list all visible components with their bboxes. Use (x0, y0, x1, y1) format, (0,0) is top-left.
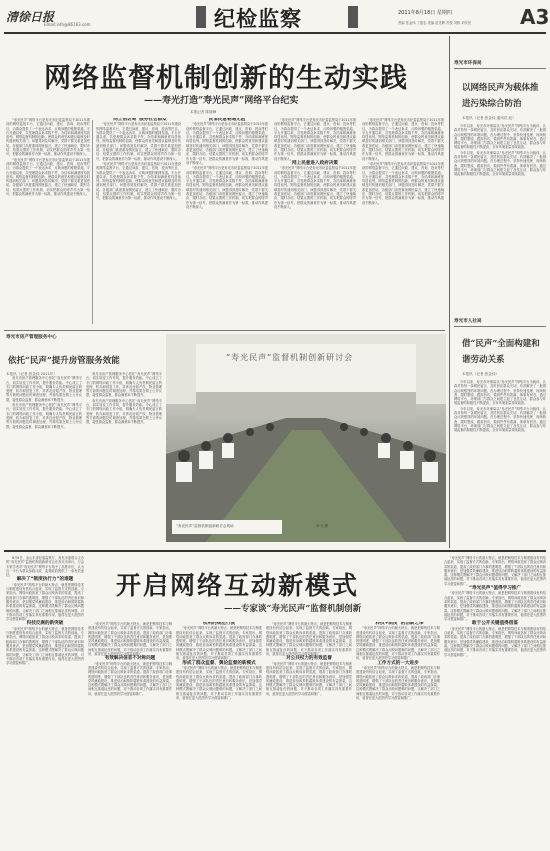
masthead-email: Email:info@86163.com (44, 22, 91, 27)
bottom-article-paragraph: “寿光民声”网络平台的最大特点，就是把网络技术与制度建设有机结合起来，实现了监督方式的创新。专家指出，网络问政拓宽了群众反映诉求的渠道，提高了政府部门办事的透明度，增强了干部队伍的责任意识和服务意识，是加强党风廉政建设、推进惩治和预防腐败体系建设的有益探索。这种模式既解决了群众反映问题难的问题，又解决了部门之间相互推诿扯皮的问题，对于推动各项工作落实具有重要作用，值得在更大范围内学习借鉴和推广。 (176, 626, 262, 661)
bottom-article-paragraph: “寿光民声”网络平台的最大特点，就是把网络技术与制度建设有机结合起来，实现了监督方式的创新。专家指出，网络问政拓宽了群众反映诉求的渠道，提高了政府部门办事的透明度，增强了干部队伍的责任意识和服务意识，是加强党风廉政建设、推进惩治和预防腐败体系建设的有益探索。这种模式既解决了群众反映问题难的问题，又解决了部门之间相互推诿扯皮的问题，对于推动各项工作落实具有重要作用，值得在更大范围内学习借鉴和推广。 (444, 626, 546, 657)
column-divider (92, 120, 93, 324)
issue-date: 2011年8月18日 星期四 (398, 10, 452, 16)
section-heading: “寿光民声”值得学习推广 (469, 586, 521, 592)
top-article-column-5 (362, 118, 444, 326)
conference-photo (166, 334, 446, 542)
top-article-paragraph: “寿光民声”网络平台是寿光市纪委监察局于2011年建设的网络监督平台，它通过问政、建议、咨询、投诉等栏目，为群众提供了一个表达诉求、反映问题的便捷渠道。平台开通以来，共受理群众诉求数千件，办结率和满意度均居前列。网络监督机制的创新，使群众的意见和建议能够及时传递到相关部门，问题得到及时解决，党群干群关系更加密切。各级部门高度重视网民留言，建立了快速响应、限时办结、结果反馈的工作机制，切实把群众的呼声作为第一信号，把群众的满意作为第一标准，推动作风建设不断深入。 (96, 122, 181, 161)
right-article-paragraph: 今年以来，寿光市环保局以“寿光民声”网络平台为载体，认真对待每一条网民留言，及时回应群众关切，有效解决了一批群众反映强烈的环境问题。在办理过程中，坚持快速受理、现场核查、限时整改、跟踪回访，做到件件有着落、事事有回音。通过网络平台，环保部门与群众之间建立起了良性互动，群众参与环境监督的积极性不断提高，全市环境质量持续改善。 (454, 124, 546, 150)
right-label-rule (454, 68, 546, 69)
section-heading: 工作方式的一大进步 (377, 660, 419, 666)
bottom-article-paragraph: “寿光民声”网络平台的最大特点，就是把网络技术与制度建设有机结合起来，实现了监督方式的创新。专家指出，网络问政拓宽了群众反映诉求的渠道，提高了政府部门办事的透明度，增强了干部队伍的责任意识和服务意识，是加强党风廉政建设、推进惩治和预防腐败体系建设的有益探索。这种模式既解决了群众反映问题难的问题，又解决了部门之间相互推诿扯皮的问题，对于推动各项工作落实具有重要作用，值得在更大范围内学习借鉴和推广。 (6, 582, 84, 622)
section-title-decor-right (348, 6, 358, 28)
section-heading: “科技+制度”的创新之举 (372, 622, 424, 626)
right-article-paragraph: 今年以来，寿光市环保局以“寿光民声”网络平台为载体，认真对待每一条网民留言，及时回应群众关切，有效解决了一批群众反映强烈的环境问题。在办理过程中，坚持快速受理、现场核查、限时整改、跟踪回访，做到件件有着落、事事有回音。通过网络平台，环保部门与群众之间建立起了良性互动，群众参与环境监督的积极性不断提高，全市环境质量持续改善。 (454, 406, 546, 433)
left-article-paragraph: 寿光市房产管理服务中心依托“寿光民声”网络平台，切实转变工作作风，提升服务效能。中心成立了专门的网络问政工作小组，明确专人负责网民留言的受理、转办和回复工作，对涉及房屋产权、物业管理等方面的问题及时调查处理，并将结果在网上公开反馈，接受群众监督，群众满意率不断提升。 (86, 372, 162, 398)
bottom-article-column-2 (176, 622, 262, 846)
conference-photo-illustration (166, 334, 446, 542)
right-byline-hr: 本报讯（记者 张金伟） (462, 372, 500, 376)
right-headline-environment: 以网络民声为载体推进污染综合防治 (462, 83, 539, 109)
right-byline-environment: 本报讯（记者 张金伟 通讯员 赵） (462, 116, 516, 120)
right-label-environment: 寿光市环保局 (454, 61, 482, 66)
top-article-paragraph: “寿光民声”网络平台是寿光市纪委监察局于2011年建设的网络监督平台，它通过问政、建议、咨询、投诉等栏目，为群众提供了一个表达诉求、反映问题的便捷渠道。平台开通以来，共受理群众诉求数千件，办结率和满意度均居前列。网络监督机制的创新，使群众的意见和建议能够及时传递到相关部门，问题得到及时解决，党群干群关系更加密切。各级部门高度重视网民留言，建立了快速响应、限时办结、结果反馈的工作机制，切实把群众的呼声作为第一信号，把群众的满意作为第一标准，推动作风建设不断深入。 (186, 122, 268, 165)
top-article-paragraph: “寿光民声”网络平台是寿光市纪委监察局于2011年建设的网络监督平台，它通过问政、建议、咨询、投诉等栏目，为群众提供了一个表达诉求、反映问题的便捷渠道。平台开通以来，共受理群众诉求数千件，办结率和满意度均居前列。网络监督机制的创新，使群众的意见和建议能够及时传递到相关部门，问题得到及时解决，党群干群关系更加密切。各级部门高度重视网民留言，建立了快速响应、限时办结、结果反馈的工作机制，切实把群众的呼声作为第一信号，把群众的满意作为第一标准，推动作风建设不断深入。 (186, 166, 268, 209)
bottom-article-paragraph: “寿光民声”网络平台的最大特点，就是把网络技术与制度建设有机结合起来，实现了监督方式的创新。专家指出，网络问政拓宽了群众反映诉求的渠道，提高了政府部门办事的透明度，增强了干部队伍的责任意识和服务意识，是加强党风廉政建设、推进惩治和预防腐败体系建设的有益探索。这种模式既解决了群众反映问题难的问题，又解决了部门之间相互推诿扯皮的问题，对于推动各项工作落实具有重要作用，值得在更大范围内学习借鉴和推广。 (88, 661, 172, 696)
photo-credit: 李飞 摄 (316, 524, 328, 528)
top-article-paragraph: “寿光民声”网络平台是寿光市纪委监察局于2011年建设的网络监督平台，它通过问政、建议、咨询、投诉等栏目，为群众提供了一个表达诉求、反映问题的便捷渠道。平台开通以来，共受理群众诉求数千件，办结率和满意度均居前列。网络监督机制的创新，使群众的意见和建议能够及时传递到相关部门，问题得到及时解决，党群干群关系更加密切。各级部门高度重视网民留言，建立了快速响应、限时办结、结果反馈的工作机制，切实把群众的呼声作为第一信号，把群众的满意作为第一标准，推动作风建设不断深入。 (96, 161, 181, 201)
bottom-article-column-5 (444, 556, 546, 846)
top-article-headline: 网络监督机制创新的生动实践 (44, 63, 408, 94)
left-headline-housing: 依托“民声”提升房管服务效能 (8, 356, 120, 366)
section-title-decor-left (196, 6, 206, 28)
right-article-paragraph: 今年以来，寿光市环保局以“寿光民声”网络平台为载体，认真对待每一条网民留言，及时回应群众关切，有效解决了一批群众反映强烈的环境问题。在办理过程中，坚持快速受理、现场核查、限时整改、跟踪回访，做到件件有着落、事事有回音。通过网络平台，环保部门与群众之间建立起了良性互动，群众参与环境监督的积极性不断提高，全市环境质量持续改善。 (454, 380, 546, 406)
bottom-section-rule (4, 550, 546, 552)
bottom-article-column-4 (356, 622, 440, 846)
top-article-column-4 (274, 118, 356, 326)
left-article-paragraph: 寿光市房产管理服务中心依托“寿光民声”网络平台，切实转变工作作风，提升服务效能。中心成立了专门的网络问政工作小组，明确专人负责网民留言的受理、转办和回复工作，对涉及房屋产权、物业管理等方面的问题及时调查处理，并将结果在网上公开反馈，接受群众监督，群众满意率不断提升。 (86, 398, 162, 425)
right-label-rule (454, 326, 546, 327)
top-article-column-3 (186, 118, 268, 326)
section-heading: 有效解决信息不对称问题 (104, 656, 156, 662)
left-label-housing: 寿光市房产管理服务中心 (6, 335, 57, 340)
left-article-column-2 (86, 372, 162, 548)
mid-section-rule (4, 330, 445, 331)
section-heading: 民情民意畅通无阻 (208, 118, 246, 122)
right-article-paragraph: 今年以来，寿光市环保局以“寿光民声”网络平台为载体，认真对待每一条网民留言，及时回应群众关切，有效解决了一批群众反映强烈的环境问题。在办理过程中，坚持快速受理、现场核查、限时整改、跟踪回访，做到件件有着落、事事有回音。通过网络平台，环保部门与群众之间建立起了良性互动，群众参与环境监督的积极性不断提高，全市环境质量持续改善。 (454, 150, 546, 177)
bottom-article-column-3 (266, 622, 352, 846)
top-article-subheadline: ——寿光打造“寿光民声”网络平台纪实 (144, 96, 299, 106)
right-column-divider (449, 36, 450, 548)
bottom-article-paragraph: “寿光民声”网络平台的最大特点，就是把网络技术与制度建设有机结合起来，实现了监督方式的创新。专家指出，网络问政拓宽了群众反映诉求的渠道，提高了政府部门办事的透明度，增强了干部队伍的责任意识和服务意识，是加强党风廉政建设、推进惩治和预防腐败体系建设的有益探索。这种模式既解决了群众反映问题难的问题，又解决了部门之间相互推诿扯皮的问题，对于推动各项工作落实具有重要作用，值得在更大范围内学习借鉴和推广。 (6, 626, 84, 666)
top-article-byline: 本报记者 陈晓峰 (190, 110, 217, 114)
bottom-article-paragraph: “寿光民声”网络平台的最大特点，就是把网络技术与制度建设有机结合起来，实现了监督方式的创新。专家指出，网络问政拓宽了群众反映诉求的渠道，提高了政府部门办事的透明度，增强了干部队伍的责任意识和服务意识，是加强党风廉政建设、推进惩治和预防腐败体系建设的有益探索。这种模式既解决了群众反映问题难的问题，又解决了部门之间相互推诿扯皮的问题，对于推动各项工作落实具有重要作用，值得在更大范围内学习借鉴和推广。 (266, 622, 352, 657)
top-article-paragraph: “寿光民声”网络平台是寿光市纪委监察局于2011年建设的网络监督平台，它通过问政、建议、咨询、投诉等栏目，为群众提供了一个表达诉求、反映问题的便捷渠道。平台开通以来，共受理群众诉求数千件，办结率和满意度均居前列。网络监督机制的创新，使群众的意见和建议能够及时传递到相关部门，问题得到及时解决，党群干群关系更加密切。各级部门高度重视网民留言，建立了快速响应、限时办结、结果反馈的工作机制，切实把群众的呼声作为第一信号，把群众的满意作为第一标准，推动作风建设不断深入。 (6, 118, 90, 157)
section-heading: 敢于公开关键值得借鉴 (472, 621, 518, 627)
bottom-article-paragraph: “寿光民声”网络平台的最大特点，就是把网络技术与制度建设有机结合起来，实现了监督方式的创新。专家指出，网络问政拓宽了群众反映诉求的渠道，提高了政府部门办事的透明度，增强了干部队伍的责任意识和服务意识，是加强党风廉政建设、推进惩治和预防腐败体系建设的有益探索。这种模式既解决了群众反映问题难的问题，又解决了部门之间相互推诿扯皮的问题，对于推动各项工作落实具有重要作用，值得在更大范围内学习借鉴和推广。 (356, 665, 440, 701)
bottom-article-paragraph: “寿光民声”网络平台的最大特点，就是把网络技术与制度建设有机结合起来，实现了监督方式的创新。专家指出，网络问政拓宽了群众反映诉求的渠道，提高了政府部门办事的透明度，增强了干部队伍的责任意识和服务意识，是加强党风廉政建设、推进惩治和预防腐败体系建设的有益探索。这种模式既解决了群众反映问题难的问题，又解决了部门之间相互推诿扯皮的问题，对于推动各项工作落实具有重要作用，值得在更大范围内学习借鉴和推广。 (176, 665, 262, 701)
bottom-article-paragraph: “寿光民声”网络平台的最大特点，就是把网络技术与制度建设有机结合起来，实现了监督方式的创新。专家指出，网络问政拓宽了群众反映诉求的渠道，提高了政府部门办事的透明度，增强了干部队伍的责任意识和服务意识，是加强党风廉政建设、推进惩治和预防腐败体系建设的有益探索。这种模式既解决了群众反映问题难的问题，又解决了部门之间相互推诿扯皮的问题，对于推动各项工作落实具有重要作用，值得在更大范围内学习借鉴和推广。 (444, 556, 546, 586)
left-article-paragraph: 寿光市房产管理服务中心依托“寿光民声”网络平台，切实转变工作作风，提升服务效能。中心成立了专门的网络问政工作小组，明确专人负责网民留言的受理、转办和回复工作，对涉及房屋产权、物业管理等方面的问题及时调查处理，并将结果在网上公开反馈，接受群众监督，群众满意率不断提升。 (6, 376, 82, 402)
right-article-hr (454, 380, 546, 546)
bottom-article-subheadline: ——专家谈“寿光民声”监督机制创新 (224, 604, 362, 614)
bottom-article-headline: 开启网络互动新模式 (116, 571, 360, 600)
conference-banner-text: “寿光民声”监督机制创新研讨会 (226, 353, 354, 362)
left-byline-housing: 本报讯（记者 张金伟 2011年） (6, 372, 57, 376)
top-article-paragraph: “寿光民声”网络平台是寿光市纪委监察局于2011年建设的网络监督平台，它通过问政、建议、咨询、投诉等栏目，为群众提供了一个表达诉求、反映问题的便捷渠道。平台开通以来，共受理群众诉求数千件，办结率和满意度均居前列。网络监督机制的创新，使群众的意见和建议能够及时传递到相关部门，问题得到及时解决，党群干群关系更加密切。各级部门高度重视网民留言，建立了快速响应、限时办结、结果反馈的工作机制，切实把群众的呼声作为第一信号，把群众的满意作为第一标准，推动作风建设不断深入。 (274, 118, 356, 161)
left-article-column-1 (6, 372, 82, 548)
left-article-paragraph: 寿光市房产管理服务中心依托“寿光民声”网络平台，切实转变工作作风，提升服务效能。中心成立了专门的网络问政工作小组，明确专人负责网民留言的受理、转办和回复工作，对涉及房屋产权、物业管理等方面的问题及时调查处理，并将结果在网上公开反馈，接受群众监督，群众满意率不断提升。 (6, 403, 82, 429)
bottom-article-column-1 (88, 622, 172, 846)
bottom-article-paragraph: “寿光民声”网络平台的最大特点，就是把网络技术与制度建设有机结合起来，实现了监督方式的创新。专家指出，网络问政拓宽了群众反映诉求的渠道，提高了政府部门办事的透明度，增强了干部队伍的责任意识和服务意识，是加强党风廉政建设、推进惩治和预防腐败体系建设的有益探索。这种模式既解决了群众反映问题难的问题，又解决了部门之间相互推诿扯皮的问题，对于推动各项工作落实具有重要作用，值得在更大范围内学习借鉴和推广。 (444, 591, 546, 622)
section-heading: 权利的规范行使 (202, 622, 236, 626)
bottom-intro-column (6, 556, 84, 846)
page-number: A3 (520, 5, 550, 29)
masthead-rule (4, 32, 546, 34)
section-heading: 对公共权力的有效监督 (286, 656, 332, 662)
section-heading: 解决了“制度执行力”的难题 (16, 577, 74, 583)
photo-caption: “寿光民声”监督机制创新研讨会现场 (176, 524, 234, 528)
editor-credits: 责编 张金伟 丁振忠 美编 赵雪辉 责校 刘桥 刘安民 (398, 21, 472, 25)
bottom-article-paragraph: “寿光民声”网络平台的最大特点，就是把网络技术与制度建设有机结合起来，实现了监督方式的创新。专家指出，网络问政拓宽了群众反映诉求的渠道，提高了政府部门办事的透明度，增强了干部队伍的责任意识和服务意识，是加强党风廉政建设、推进惩治和预防腐败体系建设的有益探索。这种模式既解决了群众反映问题难的问题，又解决了部门之间相互推诿扯皮的问题，对于推动各项工作落实具有重要作用，值得在更大范围内学习借鉴和推广。 (356, 626, 440, 661)
section-heading: 科技反腐的新突破 (26, 621, 64, 627)
top-article-column-1 (6, 118, 90, 326)
section-heading: 网上民意进入政府决策 (292, 160, 338, 166)
top-article-paragraph: “寿光民声”网络平台是寿光市纪委监察局于2011年建设的网络监督平台，它通过问政、建议、咨询、投诉等栏目，为群众提供了一个表达诉求、反映问题的便捷渠道。平台开通以来，共受理群众诉求数千件，办结率和满意度均居前列。网络监督机制的创新，使群众的意见和建议能够及时传递到相关部门，问题得到及时解决，党群干群关系更加密切。各级部门高度重视网民留言，建立了快速响应、限时办结、结果反馈的工作机制，切实把群众的呼声作为第一信号，把群众的满意作为第一标准，推动作风建设不断深入。 (362, 118, 444, 161)
top-article-paragraph: “寿光民声”网络平台是寿光市纪委监察局于2011年建设的网络监督平台，它通过问政、建议、咨询、投诉等栏目，为群众提供了一个表达诉求、反映问题的便捷渠道。平台开通以来，共受理群众诉求数千件，办结率和满意度均居前列。网络监督机制的创新，使群众的意见和建议能够及时传递到相关部门，问题得到及时解决，党群干群关系更加密切。各级部门高度重视网民留言，建立了快速响应、限时办结、结果反馈的工作机制，切实把群众的呼声作为第一信号，把群众的满意作为第一标准，推动作风建设不断深入。 (274, 166, 356, 209)
right-label-hr: 寿光市人社局 (454, 319, 482, 324)
right-headline-hr: 借“民声”全面构建和谐劳动关系 (462, 339, 540, 365)
top-article-paragraph: “寿光民声”网络平台是寿光市纪委监察局于2011年建设的网络监督平台，它通过问政、建议、咨询、投诉等栏目，为群众提供了一个表达诉求、反映问题的便捷渠道。平台开通以来，共受理群众诉求数千件，办结率和满意度均居前列。网络监督机制的创新，使群众的意见和建议能够及时传递到相关部门，问题得到及时解决，党群干群关系更加密切。各级部门高度重视网民留言，建立了快速响应、限时办结、结果反馈的工作机制，切实把群众的呼声作为第一信号，把群众的满意作为第一标准，推动作风建设不断深入。 (6, 157, 90, 197)
top-article-paragraph: “寿光民声”网络平台是寿光市纪委监察局于2011年建设的网络监督平台，它通过问政、建议、咨询、投诉等栏目，为群众提供了一个表达诉求、反映问题的便捷渠道。平台开通以来，共受理群众诉求数千件，办结率和满意度均居前列。网络监督机制的创新，使群众的意见和建议能够及时传递到相关部门，问题得到及时解决，党群干群关系更加密切。各级部门高度重视网民留言，建立了快速响应、限时办结、结果反馈的工作机制，切实把群众的呼声作为第一信号，把群众的满意作为第一标准，推动作风建设不断深入。 (362, 161, 444, 205)
right-article-environment (454, 124, 546, 310)
bottom-intro-paragraph: 8月9日，由山东省纪委监察厅、寿光市委联合主办的“寿光民声”监督机制创新研讨会在寿光市举行。与会专家学者对“寿光民声”网络平台给予了高度评价，认为这一平台为群众参政议政、监督政府提供了一条有效途径。 (6, 556, 84, 578)
masthead-paper-name: 清徐日报 (6, 10, 55, 24)
bottom-article-paragraph: “寿光民声”网络平台的最大特点，就是把网络技术与制度建设有机结合起来，实现了监督方式的创新。专家指出，网络问政拓宽了群众反映诉求的渠道，提高了政府部门办事的透明度，增强了干部队伍的责任意识和服务意识，是加强党风廉政建设、推进惩治和预防腐败体系建设的有益探索。这种模式既解决了群众反映问题难的问题，又解决了部门之间相互推诿扯皮的问题，对于推动各项工作落实具有重要作用，值得在更大范围内学习借鉴和推广。 (266, 661, 352, 696)
bottom-article-paragraph: “寿光民声”网络平台的最大特点，就是把网络技术与制度建设有机结合起来，实现了监督方式的创新。专家指出，网络问政拓宽了群众反映诉求的渠道，提高了政府部门办事的透明度，增强了干部队伍的责任意识和服务意识，是加强党风廉政建设、推进惩治和预防腐败体系建设的有益探索。这种模式既解决了群众反映问题难的问题，又解决了部门之间相互推诿扯皮的问题，对于推动各项工作落实具有重要作用，值得在更大范围内学习借鉴和推广。 (88, 622, 172, 657)
section-heading: 形成了群众监督、舆论监督的新模式 (182, 660, 256, 666)
section-heading: “网上信访局”服务社会群众 (110, 118, 167, 122)
section-title: 纪检监察 (214, 6, 302, 31)
top-article-column-2 (96, 118, 181, 326)
